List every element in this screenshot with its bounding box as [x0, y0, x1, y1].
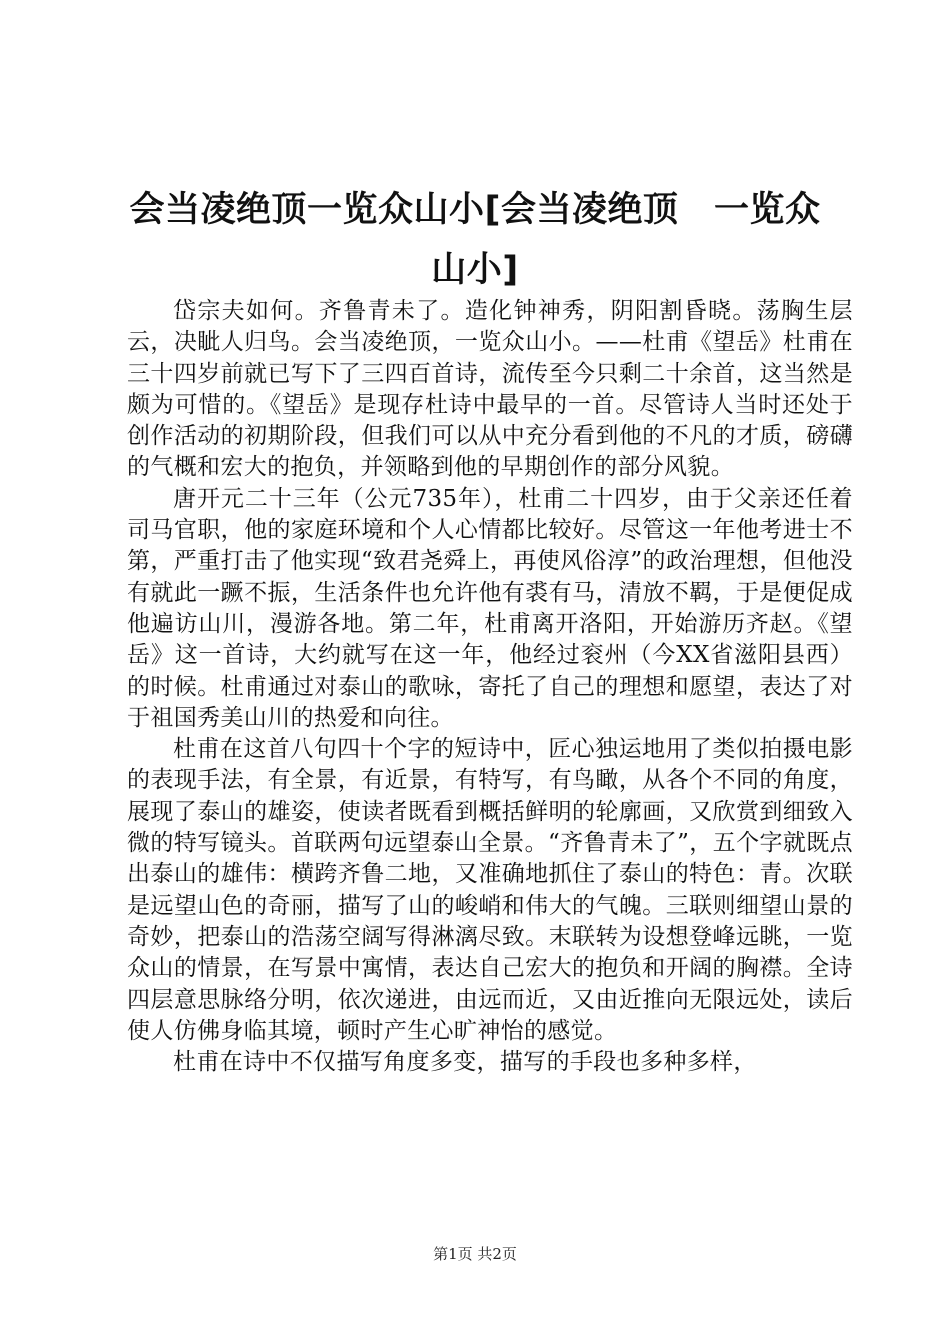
- paragraph-1: 岱宗夫如何。齐鲁青未了。造化钟神秀，阴阳割昏晓。荡胸生层云，决眦人归鸟。会当凌绝顶，一览众山小。——杜甫《望岳》杜甫在三十四岁前就已写下了三四百首诗，流传至今只剩二十余首，这当然是颇为可惜的。《望岳》是现存杜诗中最早的一首。尽管诗人当时还处于创作活动的初期阶段，但我们可以从中充分看到他的不凡的才质，磅礴的气概和宏大的抱负，并领略到他的早期创作的部分风貌。: [127, 298, 853, 481]
- paragraph-4: 杜甫在诗中不仅描写角度多变，描写的手段也多种多样，: [173, 1049, 757, 1076]
- page-footer: 第1页 共2页: [433, 1245, 517, 1263]
- document-body: [127, 296, 853, 1078]
- paragraph-2: 唐开元二十三年（公元735年），杜甫二十四岁，由于父亲还任着司马官职，他的家庭环境和个人心情都比较好。尽管这一年他考进士不第，严重打击了他实现“致君尧舜上，再使风俗淳”的政治理想，但他没有就此一蹶不振，生活条件也允许他有裘有马，清放不羁，于是便促成他遍访山川，漫游各地。第二年，杜甫离开洛阳，开始游历齐赵。《望岳》这一首诗，大约就写在这一年，他经过衮州（今XX省滋阳县西）的时候。杜甫通过对泰山的歌咏，寄托了自己的理想和愿望，表达了对于祖国秀美山川的热爱和向往。: [127, 485, 853, 731]
- paragraph-3: 杜甫在这首八句四十个字的短诗中，匠心独运地用了类似拍摄电影的表现手法，有全景，有近景，有特写，有鸟瞰，从各个不同的角度，展现了泰山的雄姿，使读者既看到概括鲜明的轮廓画，又欣赏到细致入微的特写镜头。首联两句远望泰山全景。“齐鲁青未了”，五个字就既点出泰山的雄伟：横跨齐鲁二地，又准确地抓住了泰山的特色：青。次联是远望山色的奇丽，描写了山的峻峭和伟大的气魄。三联则细望山景的奇妙，把泰山的浩荡空阔写得淋漓尽致。末联转为设想登峰远眺，一览众山的情景，在写景中寓情，表达自己宏大的抱负和开阔的胸襟。全诗四层意思脉络分明，依次递进，由远而近，又由近推向无限远处，读后使人仿佛身临其境，顿时产生心旷神怡的感觉。: [127, 736, 853, 1044]
- document-title: 会当凌绝顶一览众山小[会当凌绝顶 一览众山小]: [129, 190, 821, 290]
